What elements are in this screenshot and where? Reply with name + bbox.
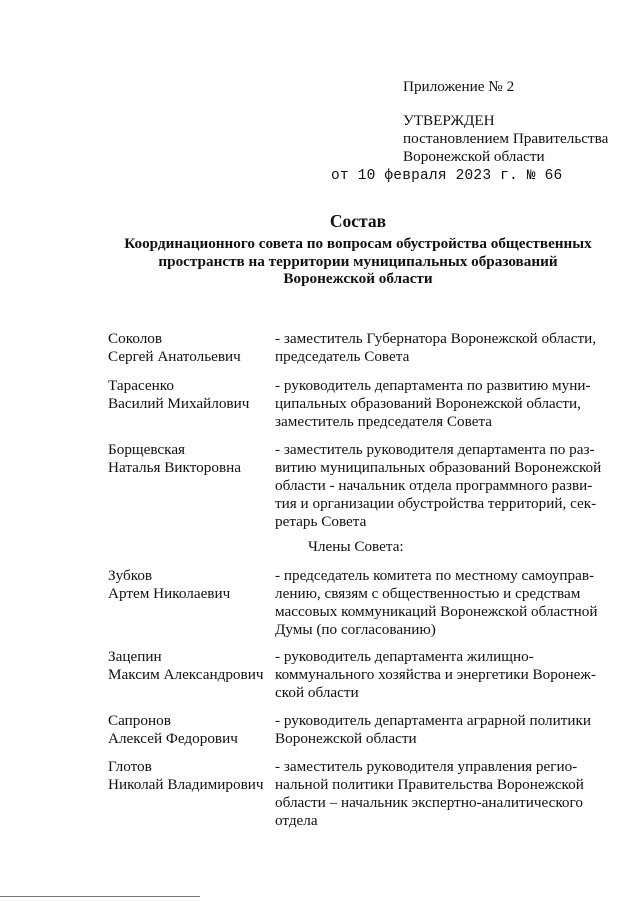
person-surname: Сапронов xyxy=(108,712,171,729)
person-role xyxy=(275,330,615,366)
role-line: ципальных образований Воронежской области, xyxy=(275,395,581,412)
role-line: - руководитель департамента аграрной политики xyxy=(275,712,591,729)
decree-line-2: Воронежской области xyxy=(403,148,545,165)
person-role xyxy=(275,377,615,431)
person-role xyxy=(275,648,615,702)
person-surname: Борщевская xyxy=(108,441,186,458)
person-role xyxy=(275,712,615,748)
approved-label: УТВЕРЖДЕН xyxy=(403,112,495,129)
document-subtitle xyxy=(100,235,616,288)
subtitle-line-2: пространств на территории муниципальных образований xyxy=(158,252,558,270)
role-line: - руководитель департамента по развитию муни- xyxy=(275,377,591,394)
role-line: - заместитель руководителя управления регио- xyxy=(275,758,578,775)
role-line: - заместитель руководителя департамента по раз- xyxy=(275,441,595,458)
role-line: отдела xyxy=(275,812,318,829)
decree-line-1: постановлением Правительства xyxy=(403,130,609,147)
person-surname: Глотов xyxy=(108,758,152,775)
person-given-names: Николай Владимирович xyxy=(108,776,264,793)
person-given-names: Алексей Федорович xyxy=(108,730,238,747)
role-line: коммунального хозяйства и энергетики Воронеж- xyxy=(275,666,596,683)
person-given-names: Артем Николаевич xyxy=(108,585,231,602)
role-line: ретарь Совета xyxy=(275,513,367,530)
person-given-names: Наталья Викторовна xyxy=(108,459,241,476)
person-name xyxy=(108,758,276,794)
person-surname: Зацепин xyxy=(108,648,162,665)
role-line: - председатель комитета по местному самоуправ- xyxy=(275,567,595,584)
role-line: председатель Совета xyxy=(275,348,410,365)
person-name xyxy=(108,377,276,413)
role-line: лению, связям с общественностью и средствам xyxy=(275,585,581,602)
decree-date: от 10 февраля 2023 г. № 66 xyxy=(331,168,563,184)
role-line: ской области xyxy=(275,684,359,701)
person-role xyxy=(275,441,615,531)
appendix-number: Приложение № 2 xyxy=(403,78,515,95)
person-role xyxy=(275,567,615,639)
subtitle-line-3: Воронежской области xyxy=(283,270,433,287)
person-surname: Тарасенко xyxy=(108,377,174,394)
page-bottom-rule xyxy=(0,896,200,897)
person-name xyxy=(108,441,276,477)
person-given-names: Василий Михайлович xyxy=(108,395,250,412)
person-surname: Зубков xyxy=(108,567,153,584)
role-line: нальной политики Правительства Воронежской xyxy=(275,776,584,793)
role-line: витию муниципальных образований Воронежской xyxy=(275,459,602,476)
person-name xyxy=(108,330,276,366)
role-line: массовых коммуникаций Воронежской областной xyxy=(275,603,598,620)
person-name xyxy=(108,567,276,603)
role-line: Воронежской области xyxy=(275,730,417,747)
person-name xyxy=(108,648,276,684)
members-heading: Члены Совета: xyxy=(308,538,404,555)
subtitle-line-1: Координационного совета по вопросам обустройства общественных xyxy=(124,235,592,252)
document-title: Состав xyxy=(329,211,387,231)
person-given-names: Максим Александрович xyxy=(108,666,264,683)
role-line: - заместитель Губернатора Воронежской области, xyxy=(275,330,597,347)
role-line: тия и организации обустройства территорий, сек- xyxy=(275,495,597,512)
person-given-names: Сергей Анатольевич xyxy=(108,348,241,365)
role-line: заместитель председателя Совета xyxy=(275,413,493,430)
role-line: - руководитель департамента жилищно- xyxy=(275,648,534,665)
person-role xyxy=(275,758,615,830)
approval-header xyxy=(403,78,633,166)
role-line: области - начальник отдела программного разви- xyxy=(275,477,593,494)
person-surname: Соколов xyxy=(108,330,163,347)
role-line: Думы (по согласованию) xyxy=(275,621,436,638)
person-name xyxy=(108,712,276,748)
role-line: области – начальник экспертно-аналитического xyxy=(275,794,583,811)
